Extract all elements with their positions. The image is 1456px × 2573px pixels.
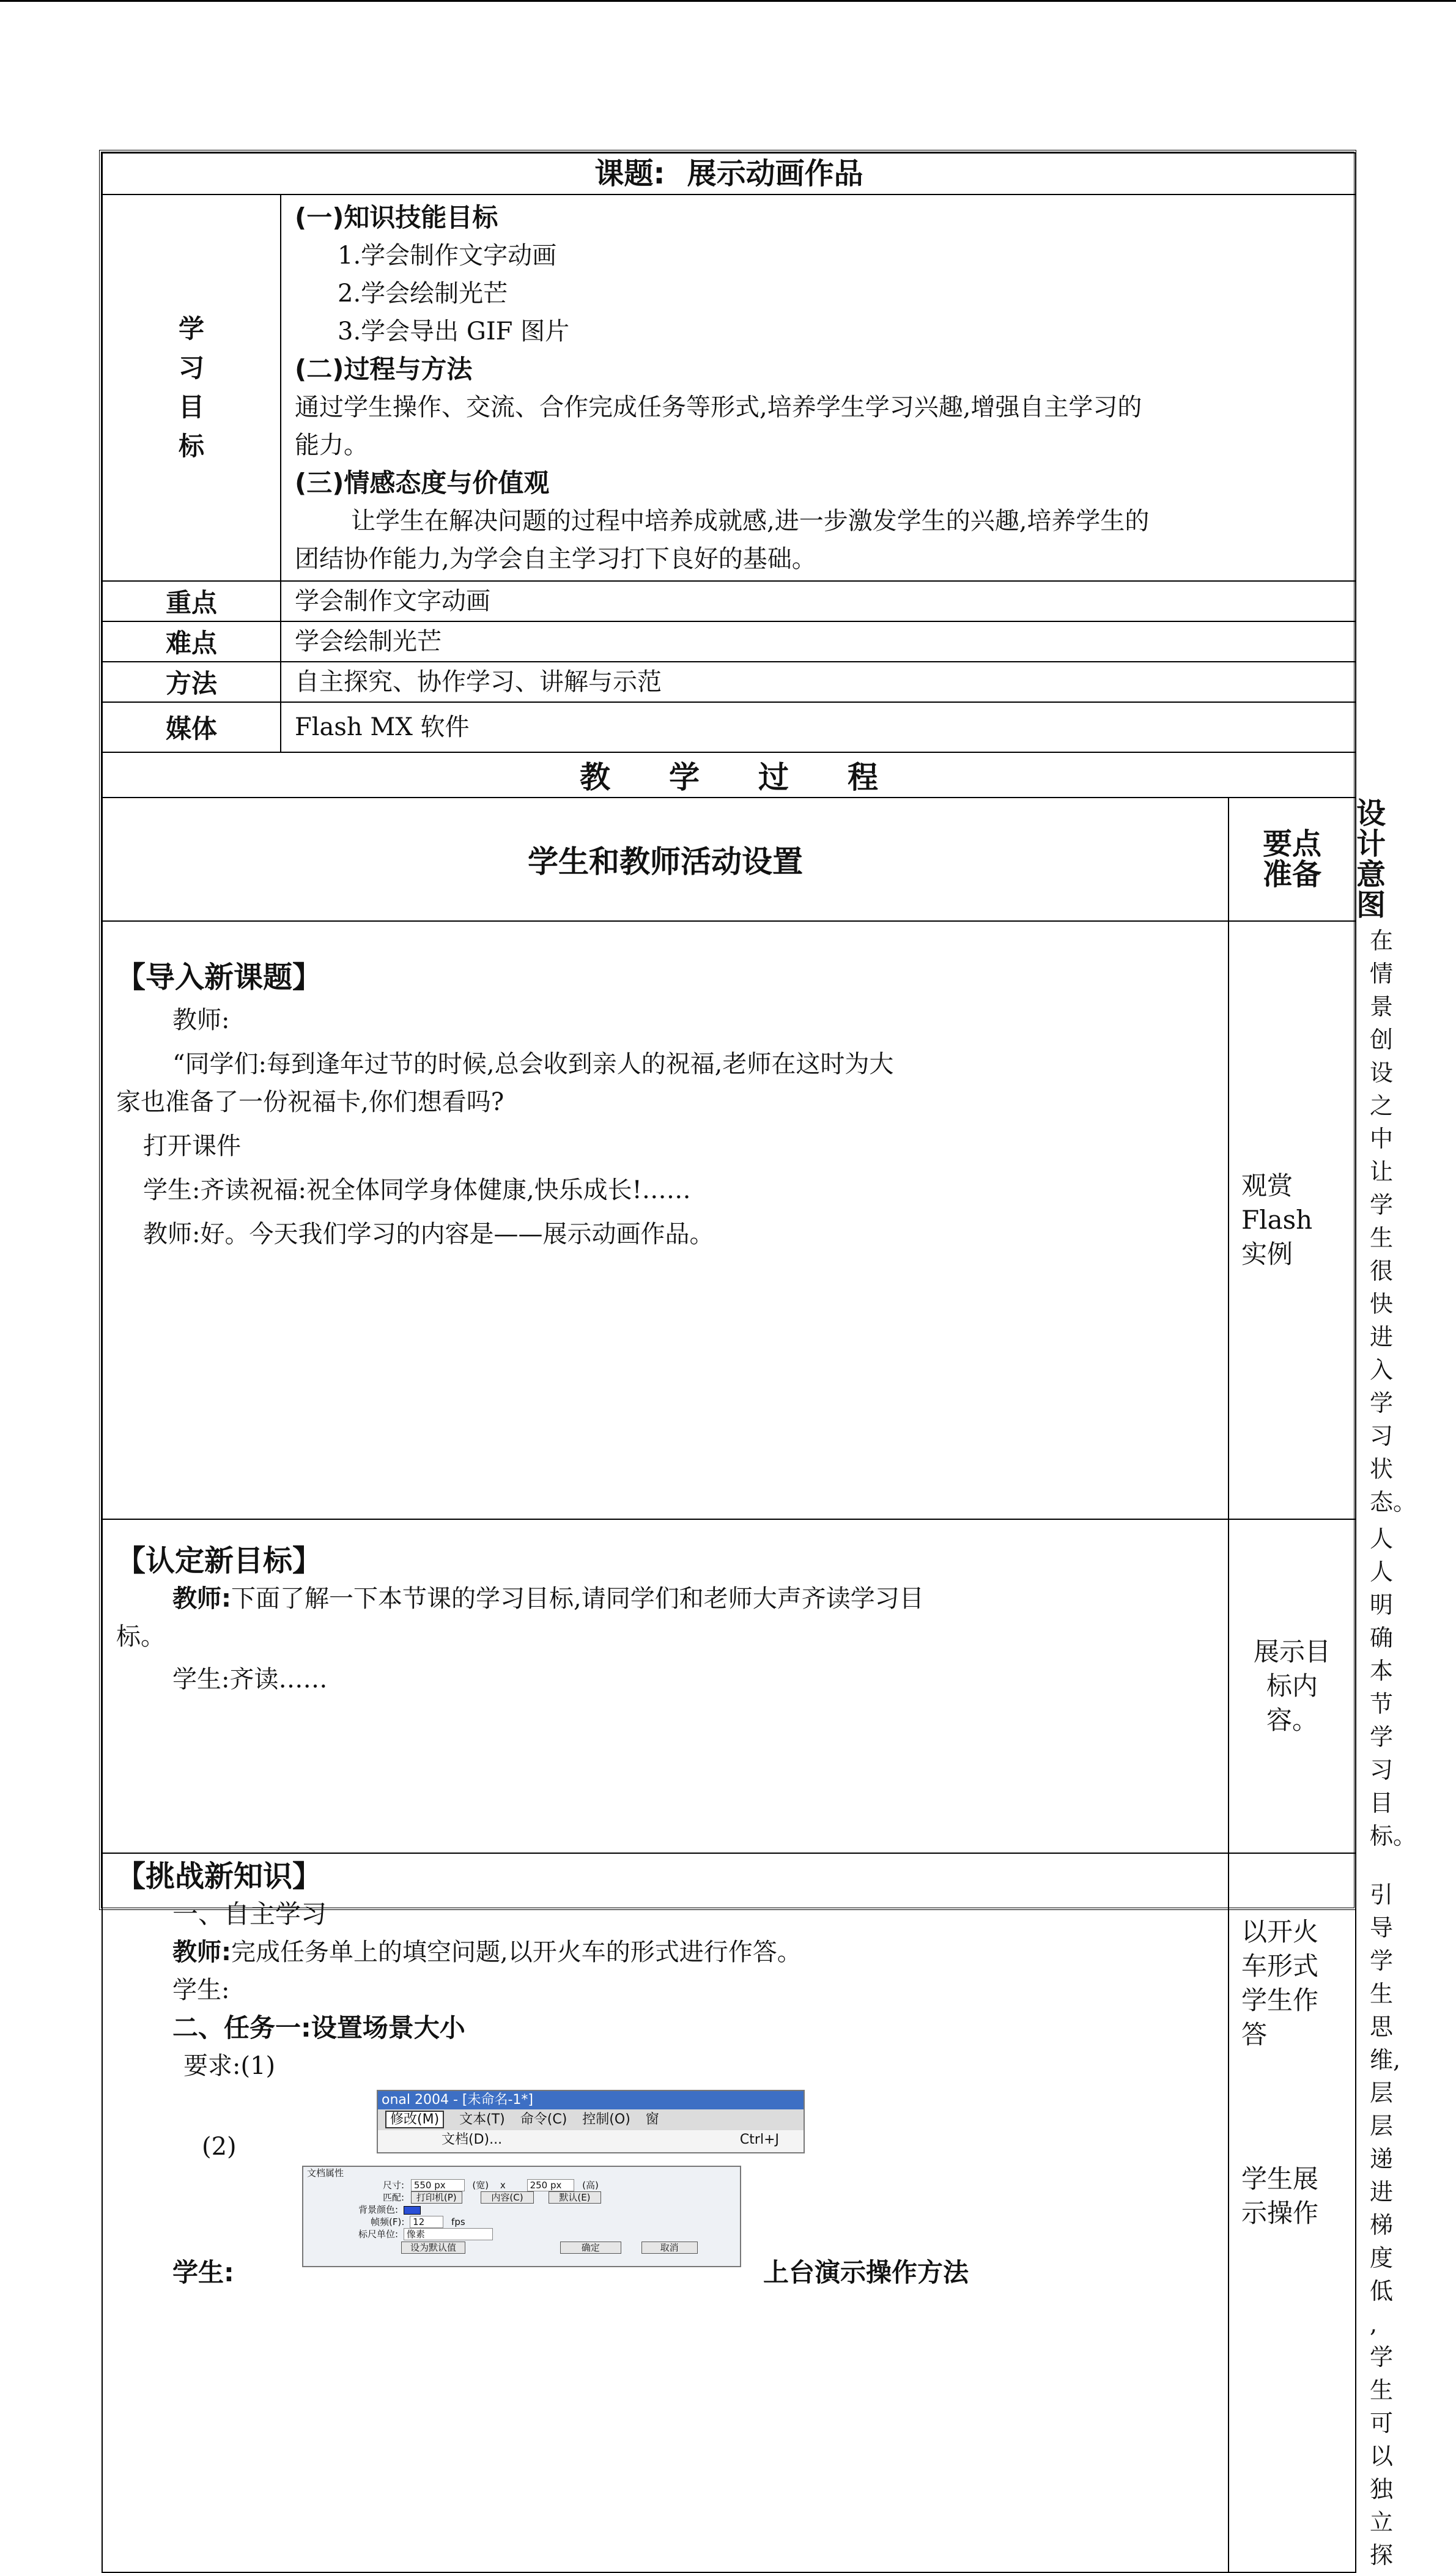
menu-shot-title: onal 2004 - [未命名-1*] bbox=[378, 2091, 804, 2109]
dialog-ruler-select[interactable]: 像素 bbox=[404, 2228, 493, 2240]
objectives-p3-line: 让学生在解决问题的过程中培养成就感,进一步激发学生的兴趣,培养学生的 bbox=[351, 507, 1150, 535]
points-header bbox=[1229, 798, 1356, 921]
challenge-req1: 要求:(1) bbox=[183, 2052, 276, 2080]
challenge-student1: 学生: bbox=[172, 1976, 230, 2004]
menu-command: 命令(C) bbox=[520, 2112, 567, 2127]
challenge-points-line: 答 bbox=[1241, 2020, 1268, 2049]
goal-section bbox=[102, 1519, 1229, 1853]
dialog-bg-swatch[interactable] bbox=[404, 2206, 421, 2215]
objectives-h2: (二)过程与方法 bbox=[295, 354, 473, 384]
dialog-width-input[interactable]: 550 px bbox=[411, 2179, 465, 2191]
goal-points-line: 标内 bbox=[1266, 1671, 1318, 1701]
objectives-h1: (一)知识技能目标 bbox=[295, 202, 498, 232]
menu-modify: 修改(M) bbox=[385, 2111, 444, 2128]
dialog-contents-button[interactable]: 内容(C) bbox=[481, 2191, 533, 2204]
challenge-teacher-text: 完成任务单上的填空问题,以开火车的形式进行作答。 bbox=[231, 1938, 802, 1966]
dialog-cancel-button[interactable]: 取消 bbox=[641, 2242, 698, 2254]
intro-heading: 【导入新课题】 bbox=[116, 960, 322, 994]
challenge-points-line: 车形式 bbox=[1241, 1951, 1319, 1981]
intro-line: 家也准备了一份祝福卡,你们想看吗? bbox=[116, 1088, 504, 1116]
challenge-student-label: 学生: bbox=[172, 2257, 234, 2287]
objectives-p3-line: 团结协作能力,为学会自主学习打下良好的基础。 bbox=[295, 545, 816, 573]
intro-line: 学生:齐读祝福:祝全体同学身体健康,快乐成长!…… bbox=[143, 1176, 691, 1204]
dialog-default-button[interactable]: 默认(E) bbox=[549, 2191, 601, 2204]
title-prefix: 课题: bbox=[594, 157, 665, 191]
objectives-label bbox=[102, 194, 281, 581]
process-char: 教 bbox=[580, 760, 610, 795]
challenge-section bbox=[102, 1853, 1229, 2572]
intro-section bbox=[102, 921, 1229, 1519]
goal-points-line: 展示目 bbox=[1253, 1637, 1331, 1667]
goal-points bbox=[1229, 1519, 1356, 1853]
dialog-size-row bbox=[303, 2179, 740, 2191]
menu-item-shortcut: Ctrl+J bbox=[739, 2132, 779, 2147]
objectives-p2-line: 通过学生操作、交流、合作完成任务等形式,培养学生学习兴趣,增强自主学习的 bbox=[295, 393, 1142, 421]
dialog-bg-row bbox=[303, 2204, 740, 2216]
dialog-match-label: 匹配: bbox=[383, 2192, 405, 2203]
goal-teacher-label: 教师: bbox=[172, 1585, 231, 1613]
media-value: Flash MX 软件 bbox=[281, 702, 1356, 752]
objective-item: 1.学会制作文字动画 bbox=[338, 242, 557, 270]
challenge-heading: 【挑战新知识】 bbox=[116, 1859, 322, 1894]
challenge-teacher-label: 教师: bbox=[172, 1938, 231, 1966]
dialog-fps-input[interactable]: 12 bbox=[410, 2216, 443, 2228]
lesson-table: 课题: 展示动画作品 学 习 目 标 (一)知识技能目标 1.学会制作文字动画 2.学会绘制光芒 3.学会导出 GIF 图片 (二)过程与方法 通过学生操作、交流、合作完成任务等形式,培养学生学习兴趣,增强自主学习的 能力。 (三)情感态度与价值观 让学生在解决问题的过程中培养成就感,进一步激发学生的兴趣,培养学生的 团结协作能力,为学会自主学习打下良好的基础。 重点 学会制作文字动画 难点 学会绘制光芒 方法 自主探究、协作学习、讲解与示范 媒体 Flash MX 软件 教 学 过 程 学生和教师活动设置 要点 准备 设计 意图 【导入新课题】 教师: “同学们:每到逢年过节的时候,总会收到亲人的祝福,老师在这时为大 家也准备了一份祝福卡,你们想看吗? 打开课件 学生:齐读祝福:祝全体同学身体健康,快乐成长!…… 教师:好。今天我们学习的内容是——展示动画作品。 观赏 Flash 实例 在情 景创 设之 中让 学生 很快 进入 学习 状 态。 【认定新目标】 教师:下面了解一下本节课的学习目标,请同学们和老师大声齐读学习目 标。 学生:齐读…… 展示目 标内 容。 人人 明确 本节 学习 目 标。 【挑战新知识】 一、自主学习 教师:完成任务单上的填空问题,以开火车的形式进行作答。 学生: 二、任务一:设置场景大小 要求:(1) (2) onal 2004 - [未命名-1*] 修改(M) 文本(T) 命令(C) 控制(O) 窗 文档(D)... Ctrl+J 文档属性 尺寸: 550 px (宽) x 250 px (高) 匹配: 打印机(P) 内容(C) 默认(E) 背景颜色: 帧频(F): 12 fps 标尺单位: 像素 设为默认值 确定 取消 学生: 上台演示操作方法 以开火 车形式 学生作 答 学生展 示操作 引导 学生 思 维, 层层 递进 梯度 低 ,学 生可 以独 立探 bbox=[102, 152, 1356, 2573]
method-label: 方法 bbox=[102, 662, 281, 702]
lesson-title bbox=[102, 153, 1356, 194]
dialog-width-unit: (宽) bbox=[472, 2180, 489, 2191]
media-label: 媒体 bbox=[102, 702, 281, 752]
intro-line: 教师: bbox=[172, 1006, 230, 1034]
process-char: 学 bbox=[669, 760, 700, 795]
dialog-height-unit: (高) bbox=[582, 2180, 599, 2191]
teaching-process-heading bbox=[102, 752, 1356, 798]
menu-window: 窗 bbox=[645, 2112, 659, 2127]
dialog-fps-label: 帧频(F): bbox=[371, 2216, 405, 2227]
dialog-size-label: 尺寸: bbox=[383, 2180, 405, 2191]
menu-control: 控制(O) bbox=[582, 2112, 630, 2127]
intro-line: 教师:好。今天我们学习的内容是——展示动画作品。 bbox=[143, 1220, 714, 1248]
dialog-title: 文档属性 bbox=[307, 2168, 344, 2179]
intro-points-line: 实例 bbox=[1241, 1239, 1293, 1269]
intro-line: 打开课件 bbox=[143, 1132, 241, 1160]
difficulty-label: 难点 bbox=[102, 621, 281, 662]
dialog-button-row bbox=[303, 2242, 740, 2254]
key-point-value: 学会制作文字动画 bbox=[281, 581, 1356, 621]
method-value: 自主探究、协作学习、讲解与示范 bbox=[281, 662, 1356, 702]
challenge-sub1: 一、自主学习 bbox=[172, 1899, 327, 1929]
dialog-times: x bbox=[500, 2180, 506, 2191]
dialog-ruler-label: 标尺单位: bbox=[358, 2229, 399, 2240]
challenge-req2: (2) bbox=[202, 2133, 237, 2161]
challenge-demo-text: 上台演示操作方法 bbox=[763, 2257, 969, 2287]
challenge-points-line: 学生作 bbox=[1241, 1985, 1319, 2015]
objectives-label-char: 目 bbox=[178, 392, 204, 422]
intro-line: “同学们:每到逢年过节的时候,总会收到亲人的祝福,老师在这时为大 bbox=[172, 1050, 894, 1078]
challenge-points-line: 示操作 bbox=[1241, 2198, 1319, 2228]
objectives-label-char: 习 bbox=[178, 353, 204, 383]
points-header-line: 准备 bbox=[1262, 857, 1321, 892]
lesson-plan-table bbox=[99, 150, 1417, 2569]
objective-item: 2.学会绘制光芒 bbox=[338, 280, 508, 308]
goal-cont: 标。 bbox=[116, 1623, 165, 1651]
challenge-sub2: 二、任务一:设置场景大小 bbox=[172, 2013, 465, 2043]
menu-text: 文本(T) bbox=[459, 2112, 505, 2127]
challenge-points bbox=[1229, 1853, 1356, 2572]
points-header-line: 要点 bbox=[1262, 827, 1321, 861]
objectives-h3: (三)情感态度与价值观 bbox=[295, 468, 550, 498]
objectives-p2-line: 能力。 bbox=[295, 431, 368, 459]
objective-item: 3.学会导出 GIF 图片 bbox=[338, 317, 570, 346]
objectives-label-char: 标 bbox=[178, 431, 204, 461]
dialog-fps-row bbox=[303, 2216, 740, 2228]
goal-points-line: 容。 bbox=[1266, 1705, 1318, 1735]
menu-shot-item bbox=[378, 2130, 804, 2150]
menu-item-document: 文档(D)... bbox=[442, 2132, 503, 2147]
process-char: 过 bbox=[758, 760, 789, 795]
objectives-content bbox=[281, 194, 1356, 581]
dialog-ruler-row bbox=[303, 2228, 740, 2240]
intro-points-line: Flash bbox=[1241, 1205, 1313, 1235]
objectives-label-char: 学 bbox=[178, 314, 204, 344]
goal-teacher-text: 下面了解一下本节课的学习目标,请同学们和老师大声齐读学习目 bbox=[231, 1585, 924, 1613]
menu-shot-bar bbox=[378, 2109, 804, 2130]
dialog-printer-button[interactable]: 打印机(P) bbox=[411, 2191, 462, 2204]
title-name: 展示动画作品 bbox=[687, 157, 863, 191]
process-char: 程 bbox=[848, 760, 878, 795]
intro-points-line: 观赏 bbox=[1241, 1171, 1293, 1201]
menu-screenshot bbox=[377, 2090, 805, 2153]
dialog-height-input[interactable]: 250 px bbox=[527, 2179, 575, 2191]
dialog-match-row bbox=[303, 2191, 740, 2204]
dialog-bg-label: 背景颜色: bbox=[358, 2204, 399, 2215]
activity-header: 学生和教师活动设置 bbox=[102, 798, 1229, 921]
key-point-label: 重点 bbox=[102, 581, 281, 621]
dialog-make-default-button[interactable]: 设为默认值 bbox=[401, 2242, 465, 2254]
challenge-points-line: 以开火 bbox=[1241, 1917, 1319, 1947]
dialog-ok-button[interactable]: 确定 bbox=[560, 2242, 621, 2254]
goal-heading: 【认定新目标】 bbox=[116, 1544, 322, 1578]
difficulty-value: 学会绘制光芒 bbox=[281, 621, 1356, 662]
dialog-fps-unit: fps bbox=[451, 2216, 465, 2227]
intro-points bbox=[1229, 921, 1356, 1519]
doc-props-screenshot bbox=[302, 2166, 741, 2267]
top-rule bbox=[0, 0, 1456, 2]
goal-student: 学生:齐读…… bbox=[172, 1665, 328, 1694]
challenge-points-line: 学生展 bbox=[1241, 2164, 1319, 2194]
